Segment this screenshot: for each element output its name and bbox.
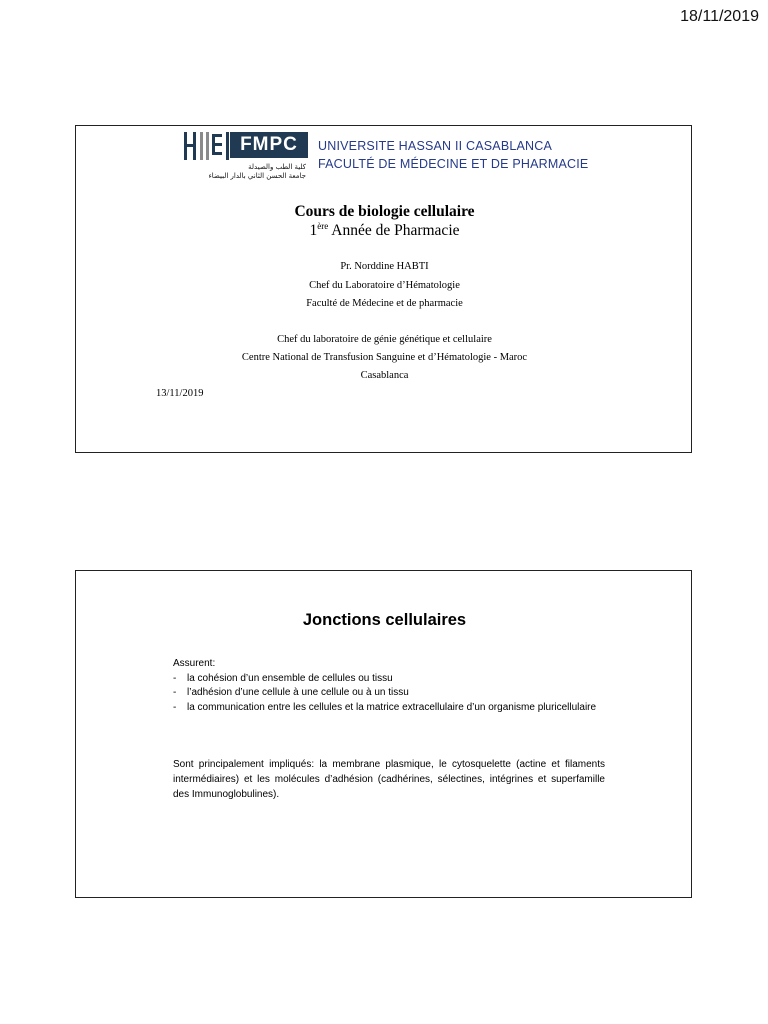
author-name: Pr. Norddine HABTI [340,261,429,272]
university-logo [184,130,589,180]
bullet-list [173,672,605,716]
slide-title: Jonctions cellulaires [302,611,467,629]
page-date: 18/11/2019 [680,8,759,25]
bullet-dash: - [173,672,177,684]
course-title: Cours de biologie cellulaire [294,203,475,220]
slide-date: 13/11/2019 [156,388,204,399]
author-role-2: Faculté de Médecine et de pharmacie [306,298,463,309]
university-name: UNIVERSITE HASSAN II CASABLANCA [318,139,553,153]
author-role-1: Chef du Laboratoire d’Hématologie [309,280,460,291]
title-slide [75,125,692,453]
slide-body [173,657,605,715]
intro-text: Assurent: [173,658,216,669]
author-role-3: Chef du laboratoire de génie génétique et cellulaire [277,334,492,345]
author-city: Casablanca [360,370,409,381]
author-role-4: Centre National de Transfusion Sanguine et d’Hématologie - Maroc [241,352,528,363]
list-item-text: la communication entre les cellules et la matrice extracellulaire d’un organisme pluricellulaire [187,701,597,713]
fmpc-logo-box: FMPC [230,132,308,158]
bullet-dash: - [173,701,177,713]
slide-paragraph: Sont principalement impliqués: la membrane plasmique, le cytosquelette (actine et filaments intermédiaires) et les molécules d’adhésion (cadhérines, sélectines, intégrines et superfamille des Immunoglobulines). [173,759,605,800]
university-emblem-icon [184,130,232,162]
list-item [173,672,605,687]
course-subtitle [76,221,693,240]
subtitle-text: Année de Pharmacie [328,222,460,240]
list-item [173,686,605,701]
list-item-text: la cohésion d’un ensemble de cellules ou tissu [187,672,393,684]
arabic-faculty-name: كلية الطب والصيدلة [248,163,306,171]
bullet-dash: - [173,687,177,698]
subtitle-number: 1 [309,222,318,240]
list-item-text: l’adhésion d’une cellule à une cellule ou à un tissu [187,687,409,698]
arabic-university-name: جامعة الحسن الثاني بالدار البيضاء [208,172,306,180]
subtitle-superscript: ère [317,221,329,231]
content-slide [75,570,692,898]
list-item [173,701,605,716]
faculty-name: FACULTÉ DE MÉDECINE ET DE PHARMACIE [318,157,589,171]
